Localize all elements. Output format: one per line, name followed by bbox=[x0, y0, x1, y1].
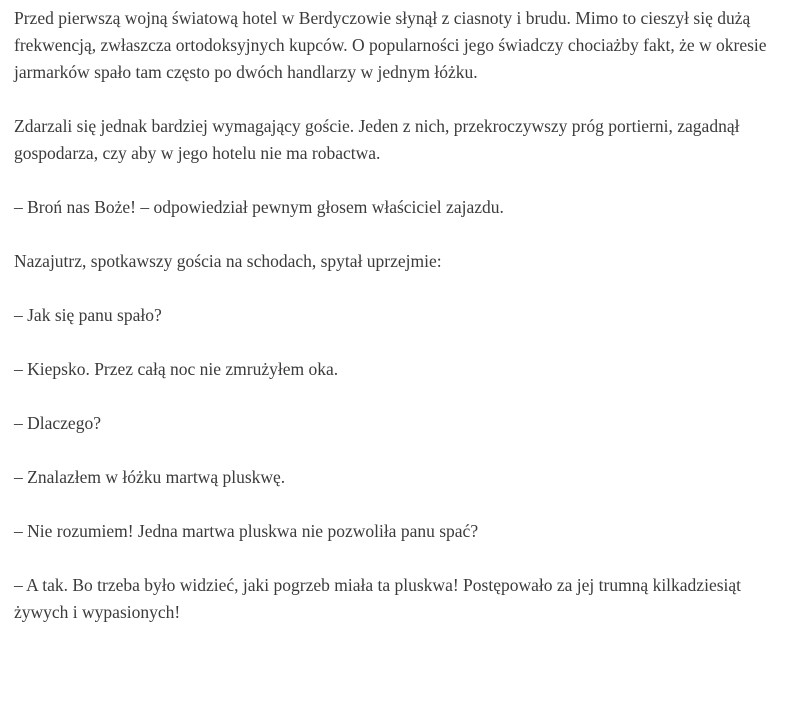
article-body bbox=[14, 5, 784, 653]
paragraph-guest: Zdarzali się jednak bardziej wymagający goście. Jeden z nich, przekroczywszy próg portierni, zagadnął gospodarza, czy aby w jego hotelu nie ma robactwa. bbox=[14, 116, 740, 163]
dialogue-line: – A tak. Bo trzeba było widzieć, jaki pogrzeb miała ta pluskwa! Postępowało za jej trumną kilkadziesiąt żywych i wypasionych! bbox=[14, 575, 742, 622]
dialogue-line: – Broń nas Boże! – odpowiedział pewnym głosem właściciel zajazdu. bbox=[14, 197, 504, 217]
dialogue-line: – Dlaczego? bbox=[14, 413, 101, 433]
dialogue-line: – Nie rozumiem! Jedna martwa pluskwa nie pozwoliła panu spać? bbox=[14, 521, 479, 541]
dialogue-line: – Kiepsko. Przez całą noc nie zmrużyłem oka. bbox=[14, 359, 339, 379]
paragraph-intro: Przed pierwszą wojną światową hotel w Berdyczowie słynął z ciasnoty i brudu. Mimo to cieszył się dużą frekwencją, zwłaszcza ortodoksyjnych kupców. O popularności jego świadczy chociażby fakt, że w okresie jarmarków spało tam często po dwóch handlarzy w jednym łóżku. bbox=[14, 8, 767, 82]
paragraph-next-day: Nazajutrz, spotkawszy gościa na schodach, spytał uprzejmie: bbox=[14, 251, 442, 271]
dialogue-line: – Znalazłem w łóżku martwą pluskwę. bbox=[14, 467, 286, 487]
dialogue-line: – Jak się panu spało? bbox=[14, 305, 162, 325]
